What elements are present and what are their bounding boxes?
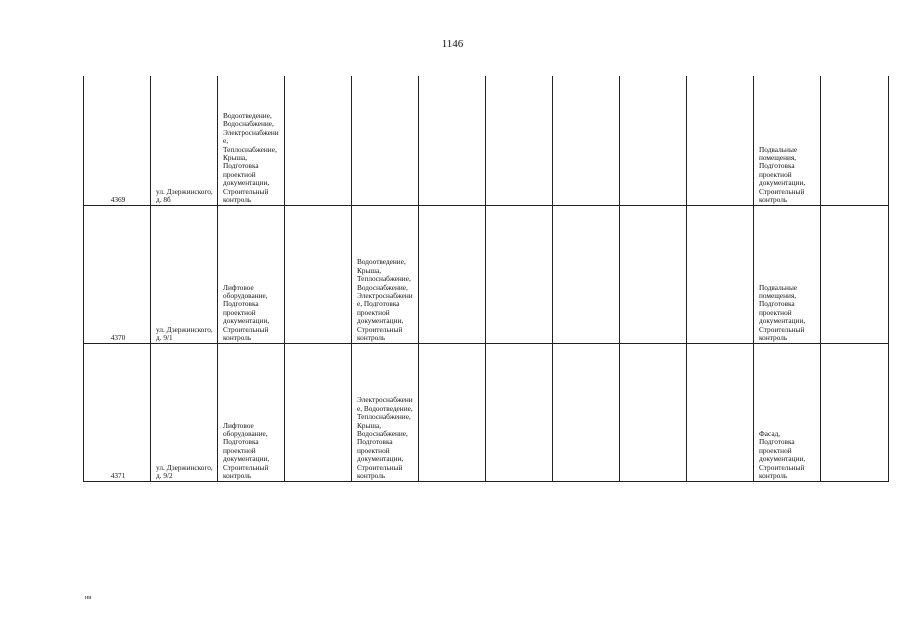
works-cell: Электроснабжение, Водоотведение, Теплоснабжение, Крыша, Водоснабжение, Подготовка проектной документации, Строительный контроль bbox=[352, 343, 419, 481]
address-cell: ул. Дзержинского, д. 9/2 bbox=[151, 343, 218, 481]
footer-mark: нн bbox=[85, 595, 92, 601]
works-cell: Подвальные помещения, Подготовка проектной документации, Строительный контроль bbox=[754, 76, 821, 205]
row-number: 4369 bbox=[84, 76, 151, 205]
row-number: 4371 bbox=[84, 343, 151, 481]
works-cell: Фасад, Подготовка проектной документации, Строительный контроль bbox=[754, 343, 821, 481]
page-number: 1146 bbox=[441, 38, 464, 50]
table-row bbox=[84, 205, 889, 343]
address-cell: ул. Дзержинского, д. 9/1 bbox=[151, 205, 218, 343]
works-table bbox=[83, 76, 889, 482]
address-cell: ул. Дзержинского, д. 8б bbox=[151, 76, 218, 205]
row-number: 4370 bbox=[84, 205, 151, 343]
works-cell: Лифтовое оборудование, Подготовка проектной документации, Строительный контроль bbox=[218, 343, 285, 481]
works-cell: Водоотведение, Крыша, Теплоснабжение, Водоснабжение, Электроснабжение, Подготовка проектной документации, Строительный контроль bbox=[352, 205, 419, 343]
works-cell: Водоотведение, Водоснабжение, Электроснабжение, Теплоснабжение, Крыша, Подготовка проектной документации, Строительный контроль bbox=[218, 76, 285, 205]
works-cell: Лифтовое оборудование, Подготовка проектной документации, Строительный контроль bbox=[218, 205, 285, 343]
works-cell: Подвальные помещения, Подготовка проектной документации, Строительный контроль bbox=[754, 205, 821, 343]
works-cell bbox=[352, 76, 419, 205]
table-row bbox=[84, 76, 889, 205]
table-row bbox=[84, 343, 889, 481]
